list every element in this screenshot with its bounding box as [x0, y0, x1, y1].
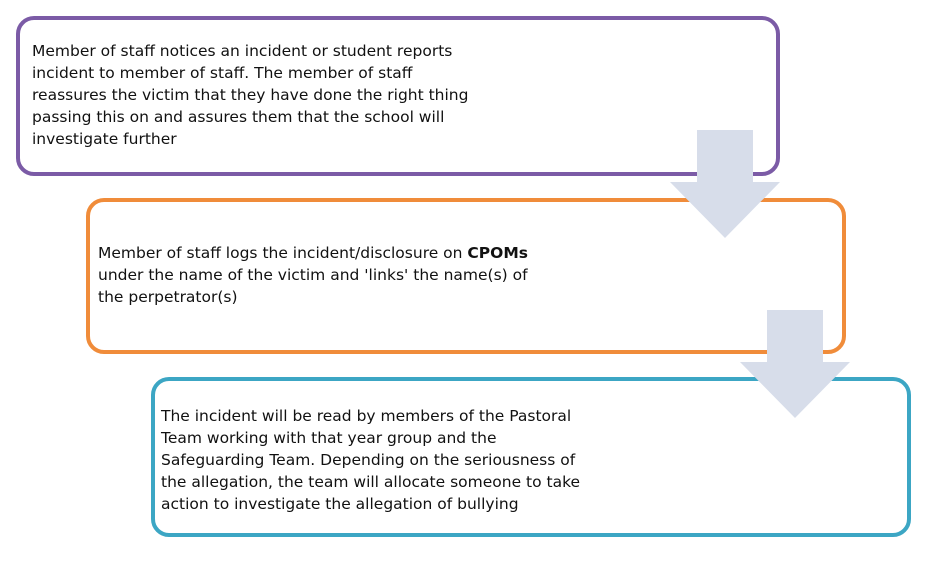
step-2-text [98, 242, 698, 308]
step-2-text-bold: CPOMs [467, 244, 528, 262]
step-1-text: Member of staff notices an incident or student reports incident to member of staff. The member of staff reassures the victim that they have done the right thing passing this on and assures them that the school will investigate further [32, 42, 469, 148]
step-2-text-before: Member of staff logs the incident/disclosure on [98, 244, 468, 262]
step-1-box [16, 16, 780, 176]
down-arrow-icon [670, 130, 780, 240]
down-arrow-icon [740, 310, 850, 420]
step-3-text: The incident will be read by members of the Pastoral Team working with that year group and the Safeguarding Team. Depending on the seriousness of the allegation, the team will allocate someone to take action to investigate the allegation of bullying [161, 407, 581, 513]
step-2-text-after: under the name of the victim and 'links' the name(s) of the perpetrator(s) [98, 266, 528, 306]
